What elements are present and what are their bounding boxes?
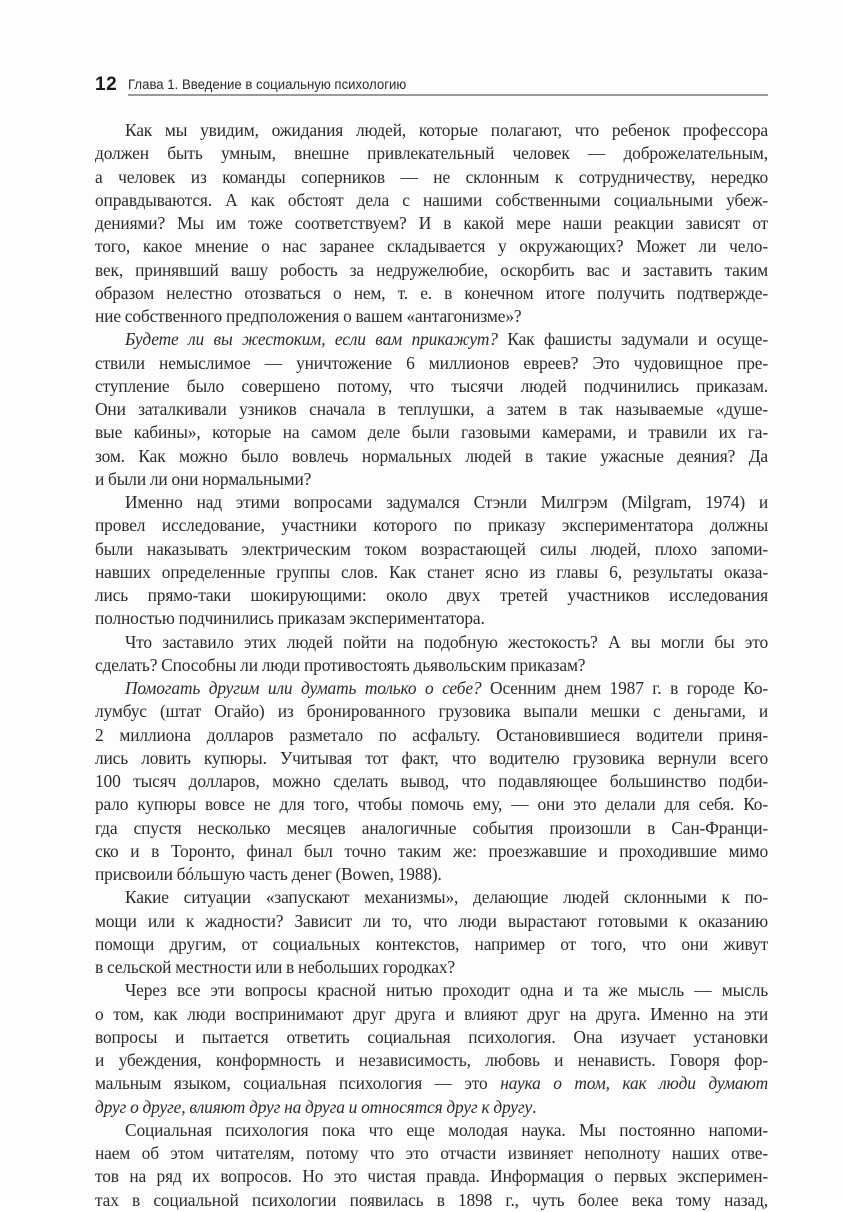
text-run: . — [532, 1096, 537, 1117]
header-rule — [128, 94, 768, 96]
text-run: Как мы увидим, ожидания людей, которые полагают, что ребенок профессора — [125, 120, 768, 140]
italic-text: Будете ли вы жестоким, если вам прикажут? — [125, 329, 498, 350]
paragraph — [95, 677, 768, 886]
text-line — [95, 189, 768, 212]
text-run: рало купюры вовсе не для того, чтобы помочь ему, — они это делали для себя. Ко- — [95, 794, 768, 815]
text-run: навших определенные группы слов. Как станет ясно из главы 6, результаты оказа- — [95, 561, 768, 582]
text-run: Через все эти вопросы красной нитью проходит одна и та же мысль — мысль — [125, 980, 768, 1001]
text-run: вые кабины», которые на самом деле были газовыми камерами, и травили их га- — [95, 422, 768, 443]
text-line — [95, 561, 768, 584]
text-line — [95, 328, 768, 351]
text-line — [95, 282, 768, 305]
text-line — [95, 840, 768, 863]
text-run: ние собственного предположения о вашем «антагонизме»? — [95, 306, 522, 326]
text-run: Социальная психология пока что еще молодая наука. Мы постоянно напоми- — [125, 1119, 768, 1140]
text-line — [95, 1096, 768, 1119]
text-run: гда спустя несколько месяцев аналогичные события произошли в Сан-Франци- — [95, 817, 768, 838]
paragraph — [95, 631, 768, 678]
text-run: лумбус (штат Огайо) из бронированного грузовика выпали мешки с деньгами, и — [95, 701, 768, 722]
text-run: 100 тысяч долларов, можно сделать вывод, что подавляющее большинство подби- — [95, 771, 768, 791]
text-run: и убеждения, конформность и независимость, любовь и ненависть. Говоря фор- — [95, 1050, 768, 1070]
text-run: и были ли они нормальными? — [95, 468, 312, 489]
text-run: присвоили бóльшую часть денег (Bowen, 1988). — [95, 864, 442, 884]
text-line — [95, 491, 768, 514]
text-line — [95, 142, 768, 165]
text-line — [95, 654, 768, 677]
text-line — [95, 1189, 768, 1212]
text-run: вопросы и пытается ответить социальная психология. Она изучает установки — [95, 1026, 768, 1047]
text-line — [95, 259, 768, 282]
paragraph — [95, 1119, 768, 1212]
text-line — [95, 770, 768, 793]
paragraph — [95, 119, 768, 328]
text-run: Что заставило этих людей пойти на подобную жестокость? А вы могли бы это — [125, 631, 768, 652]
text-line — [95, 538, 768, 561]
text-run: лись прямо-таки шокирующими: около двух третей участников исследования — [95, 585, 768, 605]
text-run: Какие ситуации «запускают механизмы», делающие людей склонными к по- — [125, 887, 768, 908]
text-line — [95, 1165, 768, 1188]
text-run: век, принявший вашу робость за недружелюбие, оскорбить вас и заставить таким — [95, 259, 768, 280]
text-line — [95, 352, 768, 375]
text-line — [95, 305, 768, 328]
italic-text: друг о друге, влияют друг на друга и относятся друг к другу — [95, 1096, 533, 1117]
page-header — [95, 72, 768, 100]
text-line — [95, 421, 768, 444]
paragraph — [95, 328, 768, 491]
text-run: зом. Как можно было вовлечь нормальных людей в такие ужасные деяния? Да — [95, 445, 768, 466]
text-line — [95, 514, 768, 537]
text-run: лись ловить купюры. Учитывая тот факт, что водителю грузовика вернули всего — [95, 747, 768, 768]
text-run: провел исследование, участники которого по приказу экспериментатора должны — [95, 515, 768, 536]
text-run: мощи или к жадности? Зависит ли то, что люди вырастают готовыми к оказанию — [95, 910, 768, 931]
text-line — [95, 793, 768, 816]
text-line — [95, 468, 768, 491]
text-line — [95, 1049, 768, 1072]
text-line — [95, 747, 768, 770]
text-run: наем об этом читателям, потому что это отчасти извиняет неполноту наших отве- — [95, 1143, 768, 1163]
text-line — [95, 677, 768, 700]
text-line — [95, 724, 768, 747]
text-run: должен быть умным, внешне привлекательный человек — доброжелательным, — [95, 143, 768, 164]
text-run: Именно над этими вопросами задумался Стэнли Милгрэм (Milgram, 1974) и — [125, 492, 768, 512]
text-run: ско и в Торонто, финал был точно таким же: проезжавшие и проходившие мимо — [95, 840, 768, 861]
text-run: ствили немыслимое — уничтожение 6 миллионов евреев? Это чудовищное пре- — [95, 352, 768, 373]
text-line — [95, 863, 768, 886]
text-line — [95, 1119, 768, 1142]
text-run: а человек из команды соперников — не склонным к сотрудничеству, нередко — [95, 166, 768, 187]
text-run: мальным языком, социальная психология — это — [95, 1073, 501, 1094]
text-line — [95, 166, 768, 189]
text-line — [95, 933, 768, 956]
text-run: 2 миллиона долларов разметало по асфальту. Остановившиеся водители приня- — [95, 724, 768, 745]
text-run: тов на ряд их вопросов. Но это чистая правда. Информация о первых эксперимен- — [95, 1166, 768, 1187]
text-line — [95, 631, 768, 654]
text-line — [95, 1072, 768, 1095]
text-run: Осенним днем 1987 г. в городе Ко- — [481, 678, 769, 698]
text-run: о том, как люди воспринимают друг друга и влияют друг на друга. Именно на эти — [95, 1003, 768, 1024]
paragraph — [95, 491, 768, 631]
paragraph — [95, 886, 768, 979]
text-line — [95, 1003, 768, 1026]
text-line — [95, 886, 768, 909]
italic-text: Помогать другим или думать только о себе? — [125, 678, 482, 698]
running-head: Глава 1. Введение в социальную психологию — [128, 77, 407, 93]
text-run: образом нелестно отозваться о нем, т. е. в конечном итоге получить подтвержде- — [95, 282, 768, 303]
text-line — [95, 1026, 768, 1049]
text-line — [95, 398, 768, 421]
text-run: тах в социальной психологии появилась в 1898 г., чуть более века тому назад, — [95, 1189, 768, 1210]
text-run: ступление было совершено потому, что тысячи людей подчинились приказам. — [95, 375, 768, 396]
text-line — [95, 235, 768, 258]
text-line — [95, 212, 768, 235]
italic-text: наука о том, как люди думают — [500, 1073, 768, 1094]
text-line — [95, 956, 768, 979]
text-line — [95, 979, 768, 1002]
text-run: помощи другим, от социальных контекстов, например от того, что они живут — [95, 933, 768, 954]
text-line — [95, 910, 768, 933]
paragraph — [95, 979, 768, 1119]
text-line — [95, 700, 768, 723]
text-run: того, какое мнение о нас заранее складывается у окружающих? Может ли чело- — [95, 236, 768, 257]
text-line — [95, 817, 768, 840]
page-number: 12 — [95, 74, 118, 95]
text-run: Как фашисты задумали и осуще- — [497, 329, 768, 350]
text-run: дениями? Мы им тоже соответствуем? И в какой мере наши реакции зависят от — [95, 213, 768, 233]
text-run: оправдываются. А как обстоят дела с нашими собственными социальными убеж- — [95, 189, 768, 210]
text-run: полностью подчинились приказам экспериментатора. — [95, 608, 485, 629]
text-run: сделать? Способны ли люди противостоять дьявольским приказам? — [95, 654, 586, 675]
text-run: Они заталкивали узников сначала в теплушки, а затем в так называемые «душе- — [95, 399, 768, 419]
body-text — [95, 119, 768, 1212]
text-line — [95, 375, 768, 398]
text-run: были наказывать электрическим током возрастающей силы людей, плохо запоми- — [95, 538, 768, 559]
text-line — [95, 607, 768, 630]
text-line — [95, 445, 768, 468]
text-line — [95, 1142, 768, 1165]
text-run: в сельской местности или в небольших городках? — [95, 957, 455, 977]
text-line — [95, 584, 768, 607]
text-line — [95, 119, 768, 142]
